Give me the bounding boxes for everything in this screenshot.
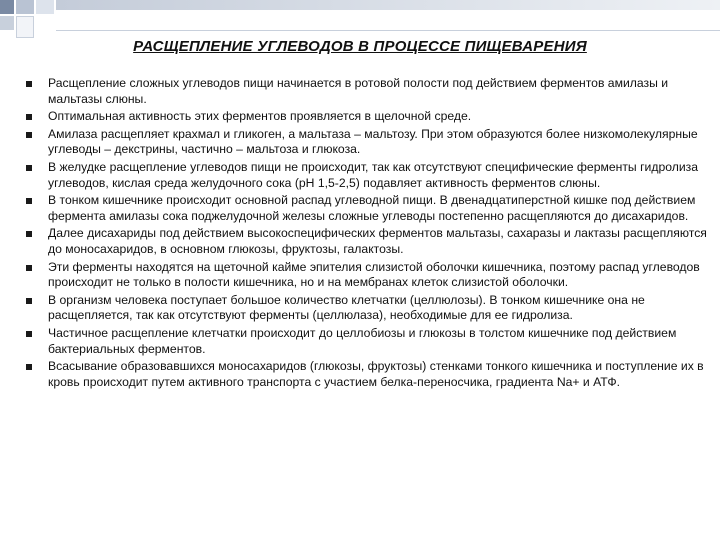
list-item-text: Оптимальная активность этих ферментов проявляется в щелочной среде. <box>48 109 472 124</box>
square-bullet-icon <box>26 114 32 120</box>
square-bullet-icon <box>26 231 32 237</box>
list-item <box>18 260 708 291</box>
list-item <box>18 293 708 324</box>
list-item <box>18 127 708 158</box>
list-item-text: Частичное расщепление клетчатки происходит до целлобиозы и глюкозы в толстом кишечнике под действием бактериальных ферментов. <box>48 325 677 356</box>
decorative-square <box>16 0 34 14</box>
list-item-text: Эти ферменты находятся на щеточной кайме эпителия слизистой оболочки кишечника, поэтому распад углеводов происходит не только в полости кишечника, но и на мембранах клеток слизистой оболочки. <box>48 259 700 290</box>
decorative-header <box>0 0 720 40</box>
header-divider <box>56 30 720 31</box>
list-item <box>18 109 708 125</box>
square-bullet-icon <box>26 298 32 304</box>
decorative-square <box>36 0 54 14</box>
square-bullet-icon <box>26 331 32 337</box>
decorative-gradient-bar <box>56 0 720 10</box>
bullet-list <box>18 76 708 392</box>
square-bullet-icon <box>26 364 32 370</box>
list-item <box>18 326 708 357</box>
square-bullet-icon <box>26 165 32 171</box>
list-item-text: Амилаза расщепляет крахмал и гликоген, а мальтаза – мальтозу. При этом образуются более низкомолекулярные углеводы – декстрины, частично – мальтоза и глюкоза. <box>48 126 698 157</box>
list-item-text: Расщепление сложных углеводов пищи начинается в ротовой полости под действием ферментов амилазы и мальтазы слюны. <box>48 76 669 106</box>
slide-title: РАСЩЕПЛЕНИЕ УГЛЕВОДОВ В ПРОЦЕССЕ ПИЩЕВАРЕНИЯ <box>133 38 587 55</box>
decorative-square <box>0 0 14 14</box>
list-item-text: Всасывание образовавшихся моносахаридов (глюкозы, фруктозы) стенками тонкого кишечника и поступление их в кровь происходит путем активного транспорта с участием белка-переносчика, градиента Na+ и АТФ. <box>48 359 704 389</box>
list-item-text: В организм человека поступает большое количество клетчатки (целлюлозы). В тонком кишечнике она не расщепляется, так как отсутствуют ферменты (целлюлаза), необходимые для ее гидролиза. <box>48 292 645 323</box>
square-bullet-icon <box>26 132 32 138</box>
square-bullet-icon <box>26 198 32 204</box>
decorative-square <box>0 16 14 30</box>
list-item <box>18 359 708 390</box>
list-item-text: В желудке расщепление углеводов пищи не происходит, так как отсутствуют специфические ферменты гидролиза углеводов, кислая среда желудочного сока (pH 1,5-2,5) подавляет активность ферментов слюны. <box>48 159 699 190</box>
list-item <box>18 193 708 224</box>
decorative-square <box>16 16 34 38</box>
list-item <box>18 160 708 191</box>
square-bullet-icon <box>26 265 32 271</box>
square-bullet-icon <box>26 81 32 87</box>
list-item-text: В тонком кишечнике происходит основной распад углеводной пищи. В двенадцатиперстной кишке под действием фермента амилазы сока поджелудочной железы сложные углеводы постепенно расщепляются до дисахаридов. <box>48 193 696 223</box>
list-item-text: Далее дисахариды под действием высокоспецифических ферментов мальтазы, сахаразы и лактазы расщепляются до моносахаридов, в основном глюкозы, фруктозы, галактозы. <box>48 226 707 256</box>
list-item <box>18 76 708 107</box>
list-item <box>18 226 708 257</box>
